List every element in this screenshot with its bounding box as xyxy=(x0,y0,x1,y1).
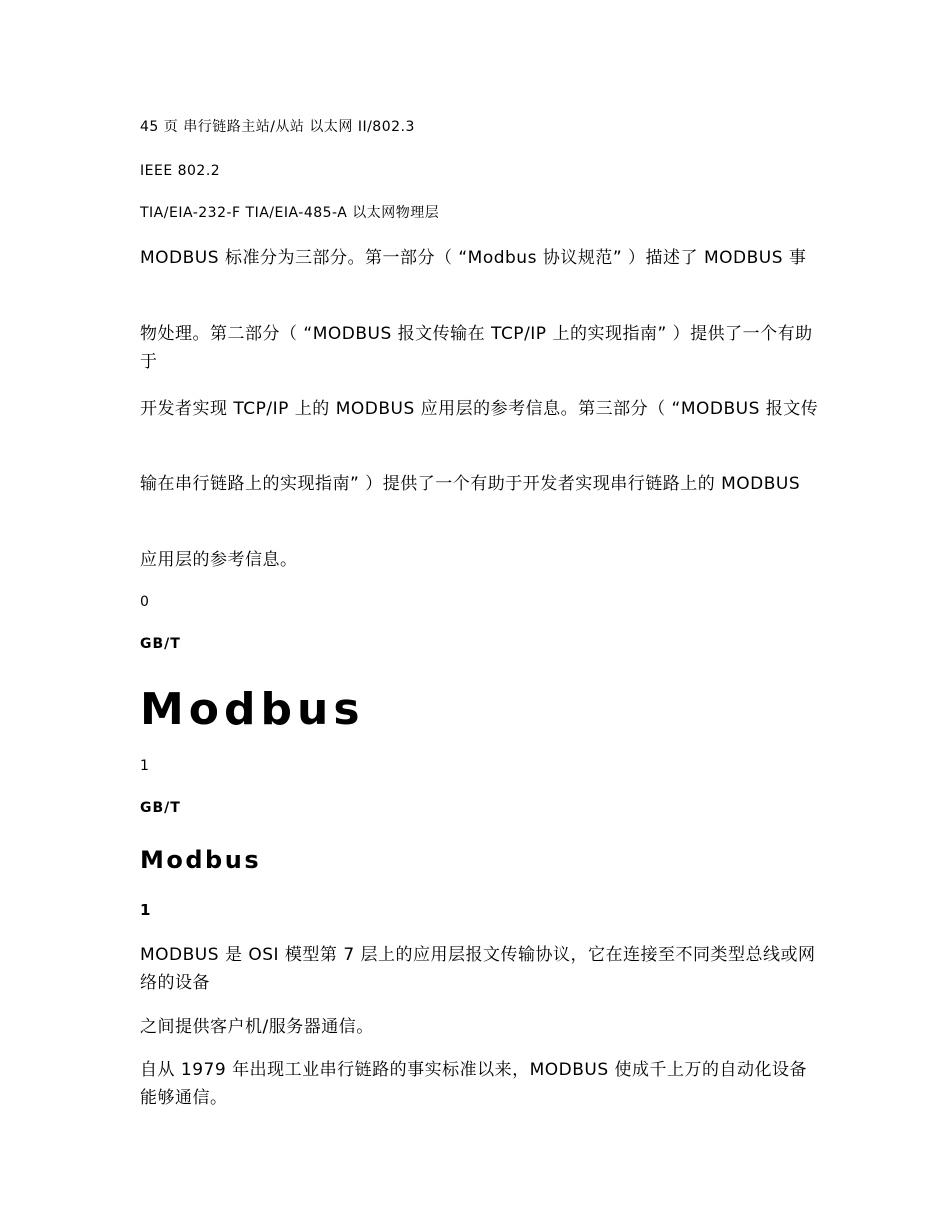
text-one: 1 xyxy=(140,758,150,774)
text-zero: 0 xyxy=(140,594,150,610)
document-title: Modbus xyxy=(140,684,365,735)
section-title: Modbus xyxy=(140,846,262,874)
body-paragraph-2: 之间提供客户机/服务器通信。 xyxy=(140,1017,374,1037)
text-line-physical-layers: TIA/EIA-232-F TIA/EIA-485-A 以太网物理层 xyxy=(140,205,440,221)
paragraph-line-5: 应用层的参考信息。 xyxy=(140,550,298,570)
paragraph-line-2: 物处理。第二部分（ “MODBUS 报文传输在 TCP/IP 上的实现指南” ）提供了一个有助于 xyxy=(140,324,813,372)
text-line-ieee: IEEE 802.2 xyxy=(140,163,221,179)
paragraph-line-4: 输在串行链路上的实现指南” ）提供了一个有助于开发者实现串行链路上的 MODBUS xyxy=(140,474,801,494)
body-paragraph-3: 自从 1979 年出现工业串行链路的事实标准以来，MODBUS 使成千上万的自动化设备能够通信。 xyxy=(140,1060,808,1108)
paragraph-line-3: 开发者实现 TCP/IP 上的 MODBUS 应用层的参考信息。第三部分（ “MODBUS 报文传 xyxy=(140,399,819,419)
text-line-page-header: 45 页 串行链路主站/从站 以太网 II/802.3 xyxy=(140,119,415,135)
section-number: 1 xyxy=(140,901,151,919)
paragraph-line-1: MODBUS 标准分为三部分。第一部分（ “Modbus 协议规范” ）描述了 MODBUS 事 xyxy=(140,248,807,268)
standard-label-2: GB/T xyxy=(140,800,181,816)
body-paragraph-1: MODBUS 是 OSI 模型第 7 层上的应用层报文传输协议，它在连接至不同类型总线或网络的设备 xyxy=(140,945,816,993)
standard-label: GB/T xyxy=(140,636,181,652)
